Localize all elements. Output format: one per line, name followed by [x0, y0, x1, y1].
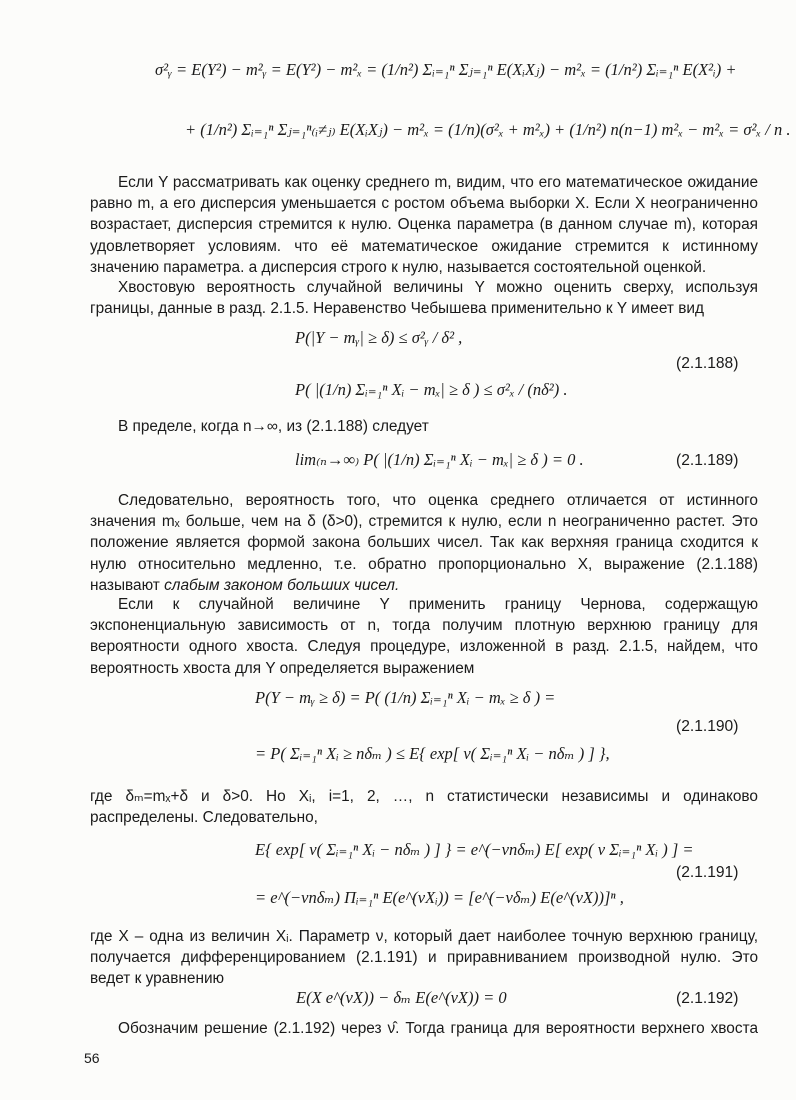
equation-number-188: (2.1.188)	[676, 355, 739, 372]
formula-variance-line-1: σ²ᵧ = E(Y²) − m²ᵧ = E(Y²) − m²ₓ = (1/n²) Σᵢ₌₁ⁿ Σⱼ₌₁ⁿ E(XᵢXⱼ) − m²ₓ = (1/n²) Σᵢ₌₁ⁿ E(X²ᵢ) +	[155, 60, 737, 79]
equation-number-190: (2.1.190)	[676, 718, 739, 735]
paragraph-chernoff	[90, 594, 758, 679]
paragraph-iid	[90, 786, 758, 828]
formula-chernoff-a: P(Y − mᵧ ≥ δ) = P( (1/n) Σᵢ₌₁ⁿ Xᵢ − mₓ ≥ δ ) =	[255, 688, 556, 707]
text-line: где δₘ=mₓ+δ и δ>0. Но Xᵢ, i=1, 2, …, n статистически независимы и одинаково	[90, 788, 758, 805]
equation-number-191: (2.1.191)	[676, 864, 739, 881]
formula-variance-line-2: + (1/n²) Σᵢ₌₁ⁿ Σⱼ₌₁ⁿ₍ᵢ≠ⱼ₎ E(XᵢXⱼ) − m²ₓ = (1/n)(σ²ₓ + m²ₓ) + (1/n²) n(n−1) m²ₓ − m²ₓ = σ²ₓ / n .	[185, 120, 791, 139]
text-line: границы, данные в разд. 2.1.5. Неравенство Чебышева применительно к Y имеет вид	[90, 300, 704, 318]
text-line: возрастает, дисперсия стремится к нулю. Оценка параметра (в данном случае m), которая	[90, 216, 758, 234]
text-line	[90, 575, 758, 596]
text-line: Если к случайной величине Y применить границу Чернова, содержащую	[118, 596, 758, 613]
formula-limit: lim₍ₙ→∞₎ P( |(1/n) Σᵢ₌₁ⁿ Xᵢ − mₓ| ≥ δ ) = 0 .	[295, 450, 584, 469]
formula-chernoff-b: = P( Σᵢ₌₁ⁿ Xᵢ ≥ nδₘ ) ≤ E{ exp[ ν( Σᵢ₌₁ⁿ Xᵢ − nδₘ ) ] },	[255, 744, 610, 763]
text-line: значению параметра. а дисперсия строго к нулю, называется состоятельной оценкой.	[90, 258, 707, 276]
paragraph-chebyshev-intro	[90, 277, 758, 319]
equation-number-192: (2.1.192)	[676, 990, 739, 1007]
text-line: Обозначим решение (2.1.192) через ν̂. Тогда граница для вероятности верхнего хвоста	[118, 1020, 758, 1037]
paragraph-limit-intro	[90, 416, 758, 437]
text-line: удовлетворяет условиям. что её математическое ожидание стремится к истинному	[90, 237, 758, 255]
text-line: Хвостовую вероятность случайной величины Y можно оценить сверху, используя	[118, 279, 758, 296]
equation-number-189: (2.1.189)	[676, 452, 739, 469]
formula-mgf-b: = e^(−νnδₘ) Πᵢ₌₁ⁿ E(e^(νXᵢ)) = [e^(−νδₘ) E(e^(νX))]ⁿ ,	[255, 888, 624, 907]
formula-chebyshev-b: P( |(1/n) Σᵢ₌₁ⁿ Xᵢ − mₓ| ≥ δ ) ≤ σ²ₓ / (nδ²) .	[295, 380, 568, 399]
text-line: ведет к уравнению	[90, 970, 225, 988]
paragraph-weak-law	[90, 490, 758, 596]
formula-chebyshev-a: P(|Y − mᵧ| ≥ δ) ≤ σ²ᵧ / δ² ,	[295, 328, 463, 347]
paragraph-solution	[90, 1018, 758, 1039]
text-line: В пределе, когда n→∞, из (2.1.188) следует	[118, 418, 429, 435]
paragraph-optimal-nu	[90, 926, 758, 990]
text-line: равно m, а его дисперсия уменьшается с ростом объема выборки X. Если X неограниченно	[90, 195, 758, 213]
text-line: получается дифференцированием (2.1.191) и приравниванием производной нулю. Это	[90, 949, 758, 967]
text-line: положение является формой закона больших чисел. Так как верхняя граница сходится к	[90, 534, 758, 552]
weak-law-term: слабым законом больших чисел.	[164, 576, 400, 594]
formula-optimal-nu: E(X e^(νX)) − δₘ E(e^(νX)) = 0	[296, 988, 507, 1007]
text-line: Следовательно, вероятность того, что оценка среднего отличается от истинного	[118, 492, 758, 509]
text-fragment: называют	[90, 576, 165, 594]
text-line: распределены. Следовательно,	[90, 809, 318, 827]
text-line: экспоненциальную зависимость от n, тогда получим плотную верхнюю границу для	[90, 617, 758, 635]
paragraph-consistent-estimate	[90, 172, 758, 278]
text-line: вероятность хвоста для Y определяется выражением	[90, 659, 475, 677]
text-line: значения mₓ больше, чем на δ (δ>0), стремится к нулю, если n неограниченно растет. Это	[90, 513, 758, 531]
formula-mgf-a: E{ exp[ ν( Σᵢ₌₁ⁿ Xᵢ − nδₘ ) ] } = e^(−νnδₘ) E[ exp( ν Σᵢ₌₁ⁿ Xᵢ ) ] =	[255, 840, 694, 859]
text-line: вероятности одного хвоста. Следуя процедуре, изложенной в разд. 2.1.5, найдем, что	[90, 638, 758, 656]
text-line: Если Y рассматривать как оценку среднего m, видим, что его математическое ожидание	[118, 174, 758, 191]
text-line: нулю относительно медленно, т.е. обратно пропорционально X, выражение (2.1.188)	[90, 555, 758, 573]
page-number: 56	[84, 1050, 100, 1066]
text-line: где X – одна из величин Xᵢ. Параметр ν, который дает наиболее точную верхнюю границу,	[90, 928, 758, 945]
